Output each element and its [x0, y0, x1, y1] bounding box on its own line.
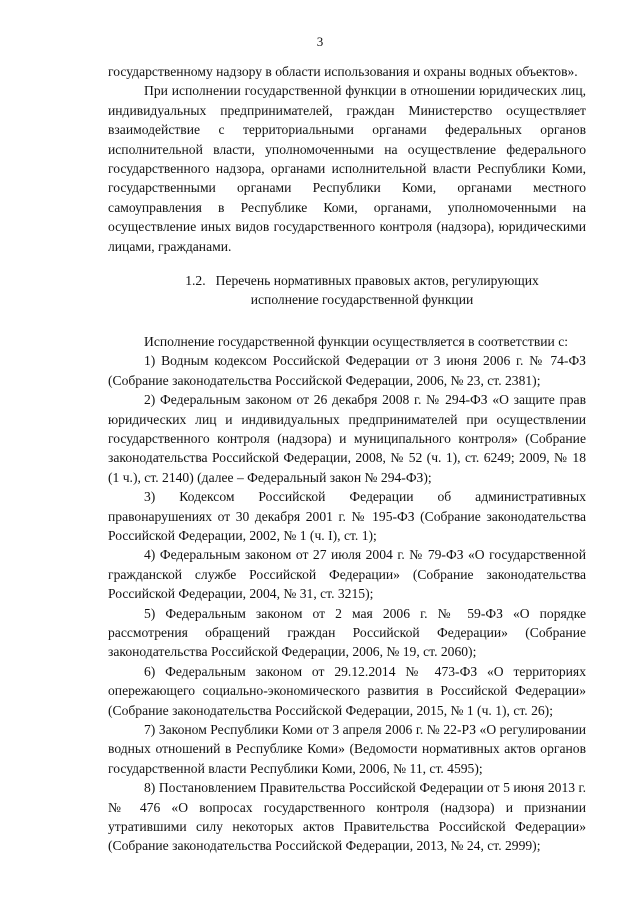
list-item: 5) Федеральным законом от 2 мая 2006 г. № 59-ФЗ «О порядке рассмотрения обращений граждан Российской Федерации» (Собрание законодательства Российской Федерации, 2006, № 19, ст. 2060); [108, 605, 586, 660]
section-heading [108, 271, 586, 310]
document-body [108, 62, 586, 856]
list-intro: Исполнение государственной функции осуществляется в соответствии с: [144, 333, 569, 349]
list-item: 3) Кодексом Российской Федерации об административных правонарушениях от 30 декабря 2001 г. № 195-ФЗ (Собрание законодательства Российской Федерации, 2002, № 1 (ч. I), ст. 1); [108, 489, 586, 543]
section-title-line-2: исполнение государственной функции [250, 292, 474, 308]
section-title-line-1: Перечень нормативных правовых актов, регулирующих [215, 273, 539, 289]
page-number: 3 [316, 34, 324, 49]
spacer [108, 310, 586, 332]
list-item: 8) Постановлением Правительства Российской Федерации от 5 июня 2013 г. № 476 «О вопросах государственного контроля (надзора) и признании утратившими силу некоторых актов Правительства Российской Федерации» (Собрание законодательства Российской Федерации, 2013, № 24, ст. 2999); [108, 780, 586, 854]
list-item: 2) Федеральным законом от 26 декабря 2008 г. № 294-ФЗ «О защите прав юридических лиц и индивидуальных предпринимателей при осуществлении государственного контроля (надзора) и муниципального контроля» (Собрание законодательства Российской Федерации, 2008, № 52 (ч. 1), ст. 6249; 2009, № 18 (1 ч.), ст. 2140) (далее – Федеральный закон № 294-ФЗ); [108, 392, 586, 485]
list-item: 7) Законом Республики Коми от 3 апреля 2006 г. № 22-РЗ «О регулировании водных отношений в Республике Коми» (Ведомости нормативных актов органов государственной власти Республики Коми, 2006, № 11, ст. 4595); [108, 722, 586, 776]
list-item: 6) Федеральным законом от 29.12.2014 № 473-ФЗ «О территориях опережающего социально-экономического развития в Российской Федерации» (Собрание законодательства Российской Федерации, 2015, № 1 (ч. 1), ст. 26); [108, 663, 586, 718]
list-item: 4) Федеральным законом от 27 июля 2004 г. № 79-ФЗ «О государственной гражданской службе Российской Федерации» (Собрание законодательства Российской Федерации, 2004, № 31, ст. 3215); [108, 547, 586, 602]
list-item: 1) Водным кодексом Российской Федерации от 3 июня 2006 г. № 74-ФЗ (Собрание законодательства Российской Федерации, 2006, № 23, ст. 2381); [108, 353, 586, 388]
paragraph-interaction: При исполнении государственной функции в отношении юридических лиц, индивидуальных предпринимателей, граждан Министерство осуществляет взаимодействие с территориальными органами федеральных органов исполнительной власти, уполномоченными на осуществление федерального государственного надзора, органами исполнительной власти Республики Коми, государственными органами Республики Коми, органами местного самоуправления в Республике Коми, органами, уполномоченными на осуществление иных видов государственного контроля (надзора), юридическими лицами, гражданами. [108, 83, 586, 254]
section-number: 1.2. [185, 273, 206, 289]
paragraph-continuation: государственному надзору в области использования и охраны водных объектов». [108, 64, 578, 79]
